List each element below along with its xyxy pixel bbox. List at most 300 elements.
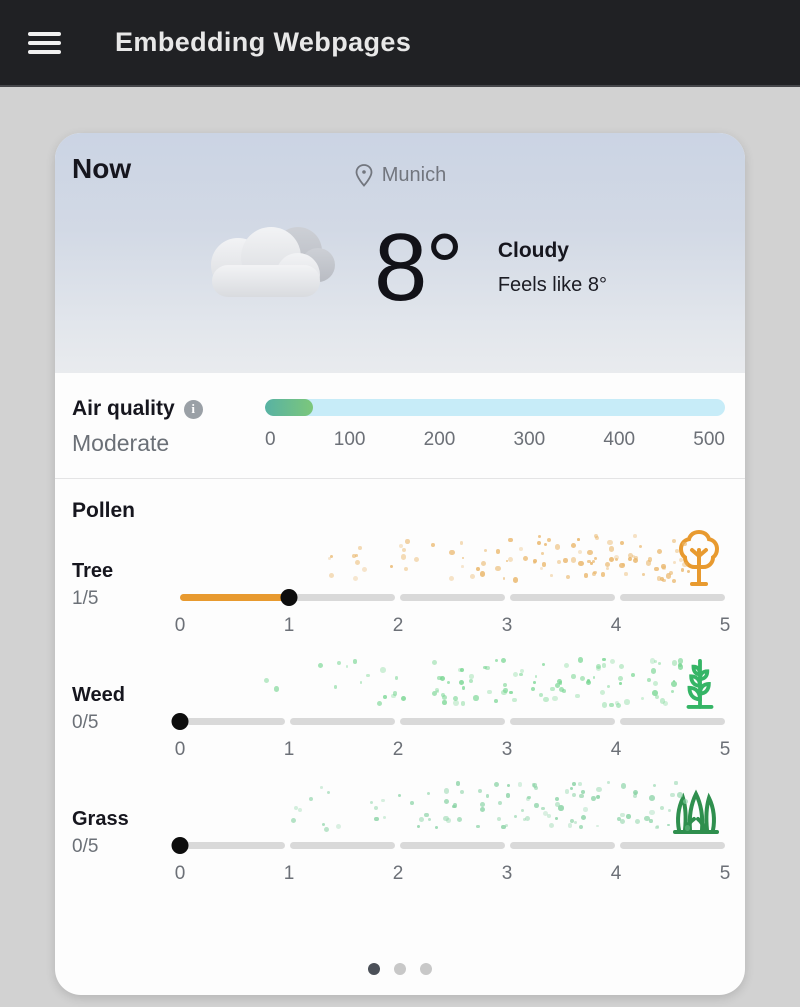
pollen-speck xyxy=(476,567,480,571)
air-quality-scale-tick: 500 xyxy=(693,429,725,450)
pollen-speck xyxy=(609,546,615,552)
pollen-speck xyxy=(520,669,524,673)
pollen-speck xyxy=(581,790,585,794)
pollen-speck xyxy=(460,790,464,794)
pollen-speck xyxy=(470,574,475,579)
pollen-speck xyxy=(584,573,589,578)
pollen-speck xyxy=(555,817,558,820)
pollen-slider-segment[interactable] xyxy=(510,718,615,725)
pollen-speck xyxy=(358,546,362,550)
pollen-speck xyxy=(431,543,435,547)
pollen-slider-segment[interactable] xyxy=(400,718,505,725)
pollen-slider-segment[interactable] xyxy=(510,842,615,849)
pollen-speck xyxy=(442,700,447,705)
condition-label: Cloudy xyxy=(497,239,569,262)
pollen-speck xyxy=(508,538,513,543)
pollen-speck xyxy=(353,659,358,664)
pollen-speck xyxy=(552,696,558,702)
pollen-speck xyxy=(559,687,564,692)
pollen-speck xyxy=(619,664,624,669)
pollen-speck xyxy=(538,535,542,539)
pollen-speck xyxy=(550,687,555,692)
pollen-speck xyxy=(424,813,428,817)
pagination-dot[interactable] xyxy=(394,963,406,975)
pollen-speck-field xyxy=(180,779,725,837)
pollen-speck xyxy=(513,577,518,582)
pollen-scale-tick: 1 xyxy=(283,615,295,636)
pollen-speck xyxy=(435,826,438,829)
pollen-speck xyxy=(404,567,408,571)
pollen-speck xyxy=(383,816,386,819)
pollen-speck xyxy=(653,784,656,787)
pollen-speck xyxy=(523,556,528,561)
pollen-speck xyxy=(596,666,601,671)
pollen-slider-segment[interactable] xyxy=(180,842,285,849)
pollen-speck xyxy=(449,576,454,581)
pollen-speck xyxy=(337,661,341,665)
pollen-speck xyxy=(626,814,630,818)
pollen-speck xyxy=(537,541,541,545)
pollen-speck xyxy=(398,794,401,797)
location-row[interactable] xyxy=(55,163,745,188)
pollen-speck xyxy=(654,567,659,572)
pollen-speck xyxy=(432,660,437,665)
pollen-speck xyxy=(610,659,615,664)
weather-card xyxy=(55,133,745,995)
pollen-speck xyxy=(591,796,596,801)
pollen-speck xyxy=(461,701,466,706)
pollen-speck xyxy=(578,561,583,566)
pollen-speck xyxy=(635,819,640,824)
pollen-speck xyxy=(360,681,363,684)
pollen-speck xyxy=(568,823,572,827)
pollen-speck xyxy=(495,659,498,662)
pollen-speck xyxy=(681,568,684,571)
pollen-speck xyxy=(542,663,545,666)
pollen-speck xyxy=(666,573,671,578)
pollen-speck xyxy=(462,686,465,689)
pollen-speck xyxy=(655,826,659,830)
pollen-scale xyxy=(174,730,731,764)
pollen-speck xyxy=(497,817,501,821)
pollen-speck xyxy=(264,678,269,683)
pollen-speck xyxy=(602,658,605,661)
pollen-scale-tick: 0 xyxy=(174,739,186,760)
pollen-speck xyxy=(555,544,560,549)
air-quality-scale-tick: 400 xyxy=(603,429,636,450)
pollen-speck xyxy=(615,558,618,561)
pollen-speck xyxy=(436,690,439,693)
pollen-speck xyxy=(444,788,449,793)
pollen-speck xyxy=(578,657,583,662)
pollen-speck xyxy=(583,807,588,812)
pollen-speck xyxy=(602,663,606,667)
pollen-speck xyxy=(658,662,662,666)
air-quality-section xyxy=(55,373,745,478)
menu-hamburger-icon[interactable] xyxy=(28,32,61,54)
pollen-slider-segment[interactable] xyxy=(290,718,395,725)
pollen-speck xyxy=(651,668,656,673)
pollen-speck xyxy=(494,699,498,703)
pollen-speck xyxy=(543,697,548,702)
pollen-speck xyxy=(578,550,582,554)
pollen-speck xyxy=(678,663,682,667)
pollen-speck xyxy=(353,576,358,581)
pollen-slider-segment[interactable] xyxy=(400,594,505,601)
pollen-speck xyxy=(487,690,492,695)
pollen-speck xyxy=(449,550,455,556)
pollen-speck xyxy=(401,554,407,560)
pollen-slider-segment[interactable] xyxy=(620,718,725,725)
pollen-speck xyxy=(657,576,662,581)
pollen-slider-segment[interactable] xyxy=(400,842,505,849)
pollen-speck xyxy=(486,794,490,798)
pollen-speck xyxy=(558,805,563,810)
pollen-speck xyxy=(646,560,651,565)
pollen-speck xyxy=(544,543,547,546)
pollen-speck xyxy=(541,552,544,555)
pollen-row-tree xyxy=(72,531,731,640)
pollen-slider-segment[interactable] xyxy=(290,594,395,601)
pollen-scale-tick: 5 xyxy=(719,863,731,884)
pollen-speck xyxy=(596,825,599,828)
pollen-speck xyxy=(662,579,666,583)
pollen-scale-tick: 5 xyxy=(719,739,731,760)
pollen-speck xyxy=(377,701,382,706)
pollen-speck xyxy=(653,681,658,686)
pollen-speck xyxy=(639,545,642,548)
pollen-speck xyxy=(390,565,393,568)
pollen-speck xyxy=(592,560,595,563)
pollen-scale xyxy=(174,606,731,640)
pollen-speck xyxy=(509,691,513,695)
pollen-speck xyxy=(620,819,625,824)
pollen-speck xyxy=(570,787,573,790)
air-quality-scale-tick: 300 xyxy=(513,429,546,450)
pollen-speck xyxy=(578,782,582,786)
pollen-row-weed xyxy=(72,655,731,764)
pollen-speck xyxy=(533,561,536,564)
pollen-speck xyxy=(594,557,597,560)
pollen-speck xyxy=(501,690,506,695)
pollen-speck xyxy=(606,567,609,570)
pollen-scale-tick: 0 xyxy=(174,863,186,884)
pollen-speck xyxy=(383,695,387,699)
pollen-slider-knob[interactable] xyxy=(172,837,189,854)
pollen-speck xyxy=(460,541,464,545)
pollen-speck xyxy=(547,814,551,818)
pollen-speck xyxy=(405,539,409,543)
pollen-slider-knob[interactable] xyxy=(172,713,189,730)
pollen-speck xyxy=(587,550,593,556)
pollen-speck xyxy=(647,678,651,682)
pollen-speck xyxy=(484,549,487,552)
feels-like-label: Feels like 8° xyxy=(497,274,607,296)
pollen-speck xyxy=(446,818,451,823)
pollen-speck xyxy=(503,577,506,580)
pollen-speck xyxy=(322,823,326,827)
pollen-slider[interactable] xyxy=(180,589,725,606)
pollen-speck xyxy=(456,781,460,785)
pollen-speck xyxy=(298,808,302,812)
pollen-speck xyxy=(498,801,502,805)
pollen-speck xyxy=(328,557,331,560)
pollen-speck xyxy=(633,534,637,538)
pollen-speck xyxy=(506,560,509,563)
pollen-slider-segment[interactable] xyxy=(620,842,725,849)
pollen-speck xyxy=(442,695,448,701)
pollen-speck xyxy=(291,818,296,823)
pollen-speck xyxy=(574,821,577,824)
pollen-slider-segment[interactable] xyxy=(180,594,285,601)
pollen-speck xyxy=(571,674,576,679)
pollen-speck xyxy=(547,538,551,542)
pollen-speck xyxy=(592,572,596,576)
pollen-speck xyxy=(402,548,406,552)
pollen-speck xyxy=(675,549,679,553)
pollen-speck xyxy=(346,665,349,668)
pollen-speck xyxy=(581,815,586,820)
location-label: Munich xyxy=(381,164,447,186)
pollen-speck xyxy=(481,561,486,566)
pollen-speck xyxy=(550,574,553,577)
pollen-speck xyxy=(309,797,313,801)
pollen-speck xyxy=(527,796,531,800)
pollen-speck xyxy=(673,561,676,564)
pollen-speck xyxy=(395,676,399,680)
pollen-speck xyxy=(631,673,635,677)
pollen-speck xyxy=(609,703,614,708)
pollen-speck xyxy=(668,809,671,812)
pollen-speck xyxy=(607,685,610,688)
pollen-speck xyxy=(521,809,525,813)
pollen-speck xyxy=(366,674,369,677)
pollen-speck xyxy=(274,686,279,691)
pollen-scale-tick: 4 xyxy=(610,615,622,636)
pollen-speck xyxy=(483,666,487,670)
pollen-ratio: 0/5 xyxy=(72,712,99,733)
pollen-speck xyxy=(619,682,622,685)
pollen-speck xyxy=(549,823,554,828)
pollen-speck xyxy=(381,799,384,802)
pollen-speck xyxy=(480,571,486,577)
pollen-speck xyxy=(594,534,598,538)
pollen-speck xyxy=(535,675,538,678)
pollen-speck xyxy=(476,825,480,829)
pollen-speck xyxy=(480,807,485,812)
pollen-speck xyxy=(624,572,628,576)
pollen-speck xyxy=(473,695,478,700)
pollen-speck xyxy=(495,566,500,571)
pagination-dot[interactable] xyxy=(420,963,432,975)
pollen-scale-tick: 2 xyxy=(392,739,404,760)
pollen-slider-segment[interactable] xyxy=(180,718,285,725)
pollen-speck xyxy=(370,801,373,804)
pollen-speck-field xyxy=(180,655,725,713)
pollen-speck xyxy=(624,699,630,705)
pollen-slider-segment[interactable] xyxy=(290,842,395,849)
pollen-speck xyxy=(572,782,576,786)
pollen-speck xyxy=(621,783,627,789)
pollen-speck xyxy=(649,795,655,801)
pollen-speck xyxy=(683,799,688,804)
air-quality-title: Air quality xyxy=(72,397,175,420)
pollen-speck xyxy=(533,681,536,684)
pollen-speck xyxy=(414,557,419,562)
pollen-speck xyxy=(615,701,619,705)
pollen-speck xyxy=(649,810,654,815)
pollen-speck xyxy=(417,825,420,828)
pollen-slider-knob[interactable] xyxy=(281,589,298,606)
pollen-speck xyxy=(564,663,569,668)
pollen-speck xyxy=(318,663,323,668)
pollen-speck xyxy=(320,786,323,789)
pollen-speck xyxy=(460,668,465,673)
app-bar xyxy=(0,0,800,87)
pollen-speck xyxy=(571,543,576,548)
pollen-speck xyxy=(577,538,580,541)
pollen-speck xyxy=(644,816,649,821)
pollen-ratio: 0/5 xyxy=(72,836,99,857)
pollen-speck xyxy=(633,790,638,795)
pollen-speck xyxy=(469,674,473,678)
pollen-speck xyxy=(355,560,360,565)
pollen-speck xyxy=(478,789,482,793)
pollen-speck xyxy=(672,660,677,665)
pollen-speck xyxy=(513,672,518,677)
pagination-dots xyxy=(55,963,745,975)
pollen-speck xyxy=(327,791,331,795)
pollen-speck xyxy=(514,815,517,818)
pollen-scale-tick: 3 xyxy=(501,739,513,760)
pollen-speck xyxy=(620,541,624,545)
pollen-speck xyxy=(518,782,523,787)
period-label: Now xyxy=(72,153,132,184)
pollen-speck xyxy=(607,540,612,545)
pollen-speck xyxy=(457,817,463,823)
pollen-speck xyxy=(641,697,644,700)
location-pin-icon xyxy=(354,163,374,188)
pollen-speck xyxy=(512,698,517,703)
pollen-speck xyxy=(652,690,658,696)
pollen-speck xyxy=(534,803,539,808)
pollen-speck xyxy=(674,781,677,784)
pollen-slider[interactable] xyxy=(180,713,725,730)
pollen-row-grass xyxy=(72,779,731,888)
pollen-scale-tick: 2 xyxy=(392,863,404,884)
pollen-speck xyxy=(380,667,386,673)
pollen-speck xyxy=(540,567,543,570)
air-quality-gauge xyxy=(265,399,725,416)
pollen-speck xyxy=(677,792,683,798)
pollen-speck xyxy=(642,573,645,576)
pollen-speck xyxy=(453,700,459,706)
pollen-slider-segment[interactable] xyxy=(510,594,615,601)
pollen-speck xyxy=(649,819,653,823)
pollen-speck xyxy=(671,690,674,693)
pollen-speck xyxy=(519,547,523,551)
pollen-speck xyxy=(525,816,530,821)
pollen-section xyxy=(55,479,745,888)
pollen-ratio: 1/5 xyxy=(72,588,99,609)
pollen-speck xyxy=(563,558,568,563)
air-quality-scale-tick: 200 xyxy=(423,429,456,450)
pollen-speck xyxy=(496,549,501,554)
pollen-speck xyxy=(410,801,414,805)
pollen-speck xyxy=(334,685,337,688)
pollen-slider-segment[interactable] xyxy=(620,594,725,601)
pollen-speck xyxy=(572,793,576,797)
pollen-name: Grass xyxy=(72,808,129,830)
pollen-scale-tick: 3 xyxy=(501,615,513,636)
pollen-speck xyxy=(444,799,449,804)
pollen-speck xyxy=(447,681,450,684)
pollen-speck xyxy=(419,817,424,822)
pollen-scale xyxy=(174,854,731,888)
air-quality-scale-tick: 100 xyxy=(333,429,366,450)
air-quality-level: Moderate xyxy=(72,430,170,456)
pollen-slider[interactable] xyxy=(180,837,725,854)
pollen-speck xyxy=(542,562,546,566)
air-quality-scale-tick: 0 xyxy=(265,429,276,450)
pollen-speck xyxy=(601,572,605,576)
pollen-name: Tree xyxy=(72,560,114,582)
pollen-speck xyxy=(480,802,485,807)
pollen-scale-tick: 4 xyxy=(610,739,622,760)
pollen-speck xyxy=(654,660,657,663)
pollen-scale-tick: 4 xyxy=(610,863,622,884)
pollen-speck xyxy=(428,818,431,821)
pollen-speck xyxy=(565,789,569,793)
pollen-speck xyxy=(336,824,341,829)
pollen-speck xyxy=(628,557,632,561)
current-weather-section xyxy=(55,133,745,373)
pollen-speck xyxy=(503,683,507,687)
temperature-value: 8° xyxy=(374,214,462,322)
pollen-speck xyxy=(575,694,580,699)
pollen-speck xyxy=(602,702,607,707)
pollen-speck xyxy=(579,794,584,799)
pollen-speck xyxy=(534,786,538,790)
pollen-speck xyxy=(505,824,508,827)
info-icon[interactable]: i xyxy=(184,400,203,419)
pollen-speck xyxy=(657,549,662,554)
pollen-speck xyxy=(672,579,676,583)
pollen-speck xyxy=(427,792,430,795)
pollen-speck xyxy=(571,557,577,563)
cloudy-icon xyxy=(186,213,346,323)
pollen-speck xyxy=(662,566,666,570)
air-quality-gauge-fill xyxy=(265,399,313,416)
pollen-speck-field xyxy=(180,531,725,589)
pollen-speck xyxy=(580,676,585,681)
pollen-speck xyxy=(374,806,378,810)
pollen-speck xyxy=(566,575,570,579)
pollen-speck xyxy=(461,565,464,568)
pollen-speck xyxy=(506,793,510,797)
pollen-speck xyxy=(541,807,545,811)
pollen-scale-tick: 5 xyxy=(719,615,731,636)
pollen-speck xyxy=(501,658,506,663)
weed-icon xyxy=(677,652,723,717)
pollen-speck xyxy=(362,567,367,572)
pollen-speck xyxy=(374,817,378,821)
pagination-dot-active[interactable] xyxy=(368,963,380,975)
pollen-speck xyxy=(508,557,513,562)
pollen-speck xyxy=(539,693,543,697)
pollen-speck xyxy=(600,690,605,695)
pollen-speck xyxy=(618,676,623,681)
